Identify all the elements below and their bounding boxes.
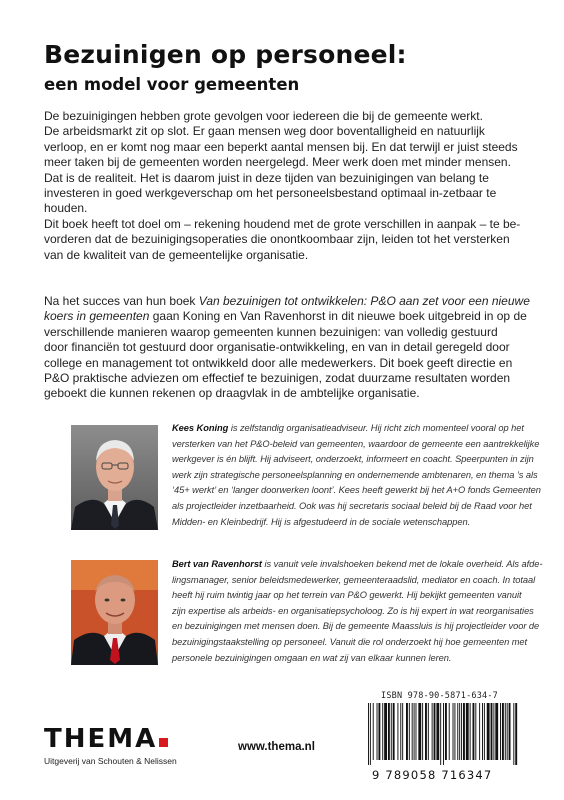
barcode-bar bbox=[368, 703, 369, 765]
success-line-2: koers in gemeenten gaan Koning en Van Ravenhorst in dit nieuwe boek uitgebreid in op de bbox=[44, 309, 527, 324]
author-name-bert-van-ravenhorst: Bert van Ravenhorst bbox=[172, 559, 262, 569]
aim-line: Dit boek heeft tot doel om – rekening houdend met de grote verschillen in aanpak – te be- bbox=[44, 217, 521, 231]
intro-line: Dat is de realiteit. Het is daarom juist in deze tijden van bezuinigingen van belang te bbox=[44, 170, 489, 185]
bio-bert-van-ravenhorst-line-1: Bert van Ravenhorst is vanuit vele invalshoeken bekend met de lokale overheid. Als afde- bbox=[172, 559, 543, 569]
barcode-bar bbox=[414, 703, 415, 760]
barcode-bar bbox=[449, 703, 450, 760]
barcode-bar bbox=[432, 703, 433, 760]
aim-line: van de kwaliteit van de gemeentelijke organisatie. bbox=[44, 247, 309, 262]
intro-paragraph bbox=[44, 109, 534, 217]
bio-kees-koning-line: als projectleider inzetbaarheid. Ook was hij secretaris sociaal beleid bij de Raad voor het bbox=[172, 500, 532, 511]
barcode-bar bbox=[409, 703, 410, 760]
barcode-bar bbox=[434, 703, 436, 760]
bio-bert-van-ravenhorst-line: lingsmanager, senior beleidsmedewerker, gemeenteraadslid, mediator en coach. In totaal bbox=[172, 574, 536, 585]
bio-bert-van-ravenhorst-line: zijn expertise als arbeids- en organisatiepsycholoog. Zo is hij expert in wat reorganisaties bbox=[172, 605, 534, 616]
barcode-bar bbox=[507, 703, 508, 760]
barcode-bar bbox=[412, 703, 413, 760]
success-line: college en management tot ontwikkeld door alle medewerkers. Dit boek geeft directie en bbox=[44, 355, 513, 370]
bio-bert-van-ravenhorst-line: bezuinigingstaakstelling op personeel. Vanuit die rol onderzoekt hij hoe gemeenten met bbox=[172, 636, 528, 647]
barcode-bar bbox=[500, 703, 501, 760]
success-line: door financiën tot gestuurd door organisatie-ontwikkeling, en van in detail geregeld door bbox=[44, 340, 510, 355]
barcode-bar bbox=[454, 703, 455, 760]
barcode-bar bbox=[470, 703, 471, 760]
barcode-bar bbox=[425, 703, 427, 760]
logo-red-square bbox=[159, 738, 168, 747]
aim-paragraph bbox=[44, 217, 534, 263]
barcode-bar bbox=[479, 703, 480, 760]
barcode-image bbox=[366, 703, 518, 765]
barcode-bar bbox=[459, 703, 460, 760]
publisher-logo: THEMA bbox=[44, 724, 168, 754]
intro-line: meer taken bij de gemeenten worden neergelegd. Meer werk doen met minder mensen. bbox=[44, 155, 511, 170]
bio-kees-koning-line: werkgever is én blijft. Hij adviseert, onderzoekt, informeert en coacht. Speerpunten in zijn bbox=[172, 454, 534, 465]
barcode-bar bbox=[461, 703, 462, 760]
publisher-website: www.thema.nl bbox=[238, 741, 315, 753]
bio-bert-van-ravenhorst-line: heeft hij ruim twintig jaar op het terrein van P&O gewerkt. Hij bekijkt gemeenten vanuit bbox=[172, 590, 522, 601]
barcode-bar bbox=[513, 703, 514, 765]
book-subtitle: een model voor gemeenten bbox=[44, 75, 300, 94]
barcode-bar bbox=[443, 703, 444, 765]
publisher-tagline: Uitgeverij van Schouten & Nelissen bbox=[44, 756, 177, 766]
barcode-bar bbox=[393, 703, 395, 760]
barcode-bar bbox=[370, 703, 371, 765]
barcode-bar bbox=[406, 703, 408, 760]
author-name-kees-koning: Kees Koning bbox=[172, 423, 229, 433]
bio-bert-van-ravenhorst-line: en bezuinigingen met mensen doen. Bij de gemeente Maassluis is hij projectleider voor de bbox=[172, 621, 540, 632]
bio-kees-koning-line: ‘45+ werkt’ en ‘langer doorwerken loont’. Kees heeft gewerkt bij het A+O fonds Gemeenten bbox=[172, 485, 541, 496]
intro-line: De bezuinigingen hebben grote gevolgen voor iedereen die bij de gemeente werkt. bbox=[44, 109, 483, 123]
intro-line: verloop, en er komt nog maar een beperkt aantal mensen bij. En dat terwijl er juist steeds bbox=[44, 139, 518, 154]
barcode-bar bbox=[463, 703, 465, 760]
barcode-bar bbox=[391, 703, 392, 760]
barcode-bar bbox=[382, 703, 383, 760]
success-line: geboekt die kunnen rekenen op draagvlak in de ambtelijke organisatie. bbox=[44, 386, 420, 401]
author-photo-kees-koning bbox=[71, 425, 158, 530]
bio-kees-koning-line: werk zijn strategische personeelsplanning en ondernemende ambtenaren, en thema ’s als bbox=[172, 469, 538, 480]
barcode-digits: 9 789058 716347 bbox=[372, 768, 493, 782]
barcode-bar bbox=[445, 703, 447, 760]
isbn-number: ISBN 978-90-5871-634-7 bbox=[381, 691, 498, 701]
success-line: P&O praktische adviezen om effectief te bezuinigen, zodat duurzame resultaten worden bbox=[44, 371, 511, 386]
intro-line: De arbeidsmarkt zit op slot. Er gaan mensen weg door boventalligheid en natuurlijk bbox=[44, 124, 485, 139]
bio-kees-koning-line: versterken van het P&O-beleid van gemeenten, waardoor de gemeente een aantrekkelijke bbox=[172, 438, 540, 449]
success-paragraph bbox=[44, 294, 534, 402]
barcode-bar bbox=[495, 703, 498, 760]
barcode-bar bbox=[388, 703, 390, 760]
barcode-bar bbox=[436, 703, 439, 760]
barcode-bar bbox=[515, 703, 517, 765]
barcode-bar bbox=[400, 703, 401, 760]
barcode-bar bbox=[440, 703, 441, 765]
book-title: Bezuinigen op personeel: bbox=[44, 40, 407, 69]
barcode-bar bbox=[482, 703, 483, 760]
barcode-bar bbox=[428, 703, 429, 760]
barcode-bar bbox=[487, 703, 490, 760]
barcode-bar bbox=[502, 703, 504, 760]
bio-bert-van-ravenhorst-line: personele bezuinigingen omgaan en wat zij van elkaar kunnen leren. bbox=[172, 652, 452, 663]
barcode-bar bbox=[457, 703, 458, 760]
barcode-bar bbox=[373, 703, 374, 760]
barcode-bar bbox=[384, 703, 387, 760]
barcode-bar bbox=[397, 703, 398, 760]
barcode-bar bbox=[453, 703, 454, 760]
success-line: verschillende manieren waarop gemeenten kunnen bezuinigen: van volledig gestuurd bbox=[44, 324, 498, 339]
barcode-bar bbox=[509, 703, 511, 760]
barcode-bar bbox=[505, 703, 506, 760]
barcode-bar bbox=[466, 703, 469, 760]
bio-kees-koning-line: Midden- en Kleinbedrijf. Hij is afgestudeerd in de sociale wetenschappen. bbox=[172, 516, 471, 527]
barcode-bar bbox=[491, 703, 493, 760]
bio-kees-koning-line-1: Kees Koning is zelfstandig organisatieadviseur. Hij richt zich momenteel vooral op het bbox=[172, 423, 524, 433]
barcode-bar bbox=[377, 703, 378, 760]
barcode-bar bbox=[418, 703, 421, 760]
barcode-bar bbox=[493, 703, 494, 760]
aim-line: vorderen dat de bezuinigingsoperaties die onontkoombaar zijn, leiden tot het versterken bbox=[44, 232, 510, 247]
barcode-bar bbox=[416, 703, 417, 760]
author-photo-bert-van-ravenhorst bbox=[71, 560, 158, 665]
success-line-1: Na het succes van hun boek Van bezuinigen tot ontwikkelen: P&O aan zet voor een nieuwe bbox=[44, 294, 530, 308]
barcode-bar bbox=[378, 703, 380, 760]
intro-line: investeren in goed werkgeverschap om het personeelsbestand optimaal in-zetbaar te bbox=[44, 186, 497, 201]
barcode-bar bbox=[484, 703, 485, 760]
barcode-bar bbox=[475, 703, 476, 760]
barcode-bar bbox=[422, 703, 423, 760]
bio-kees-koning bbox=[172, 421, 541, 530]
bio-bert-van-ravenhorst bbox=[172, 557, 543, 666]
intro-line: houden. bbox=[44, 201, 88, 216]
barcode-bar bbox=[402, 703, 403, 760]
barcode-bar bbox=[473, 703, 475, 760]
